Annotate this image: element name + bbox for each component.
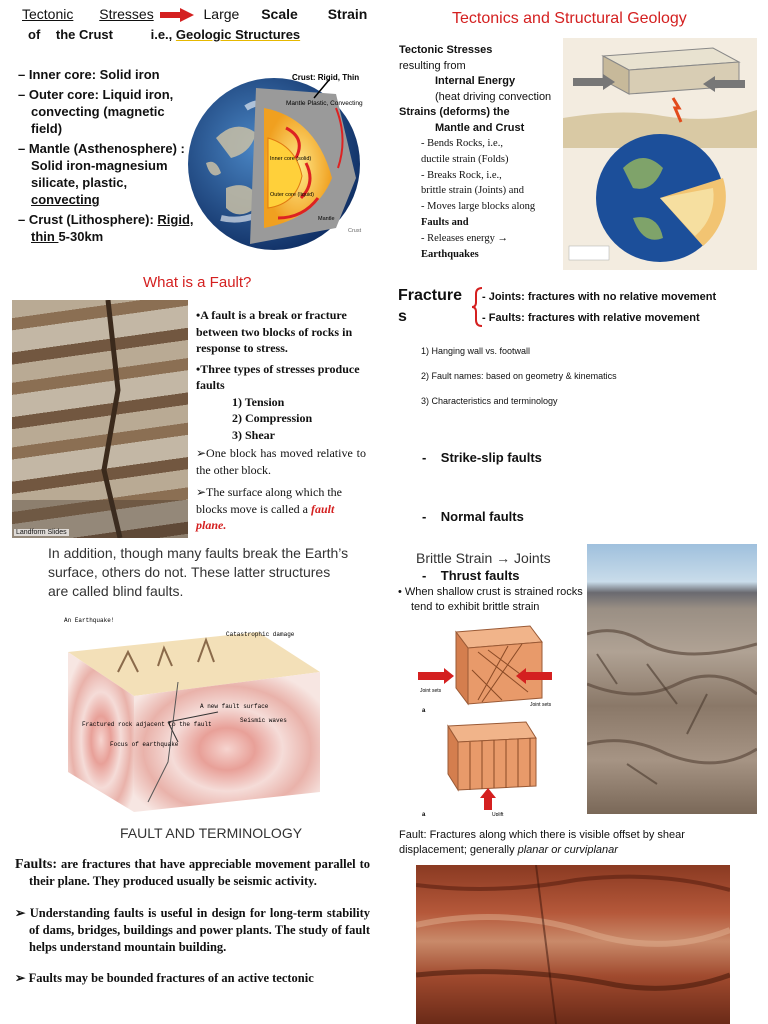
fault-type-compression: 2) Compression [232, 411, 313, 425]
numbered-item-2: 2) Fault names: based on geometry & kinematics [421, 371, 617, 381]
tectonic-bullet-8: Earthquakes [421, 248, 479, 260]
tectonic-bullet-2: ductile strain (Folds) [421, 153, 509, 165]
fault-type-thrust: - Thrust faults [422, 568, 520, 583]
crust-rigid: Rigid, thin [31, 212, 194, 244]
header-word-stresses: Stresses [99, 6, 154, 22]
fault-type-strike-slip: - Strike-slip faults [422, 450, 542, 465]
label-new-fault: A new fault surface [200, 703, 269, 710]
header-line1 [22, 6, 367, 22]
fault-p4: ➢The surface along which the blocks move is called a fault plane. [196, 485, 342, 532]
terminology-p2: ➢ Understanding faults is useful in design for long-term stability of dams, bridges, buildings and power plants. The study of fault helps understand mountain building. [15, 906, 370, 954]
label-an-earthquake: An Earthquake! [64, 617, 115, 624]
right-title: Tectonics and Structural Geology [452, 10, 687, 27]
tectonic-bullet-1: - Bends Rocks, i.e., [421, 138, 503, 149]
tectonic-bullet-7: - Releases energy → [421, 232, 508, 244]
label-fractured-rock: Fractured rock adjacent to the fault [82, 721, 212, 728]
plate-tectonics-diagram [563, 38, 757, 270]
fault-prefix: Fault: [399, 829, 430, 841]
fault-plane-term: fault plane. [196, 501, 335, 532]
fault-rock-photo [12, 300, 188, 538]
tectonic-resulting: resulting from [399, 59, 466, 72]
fault-type-tension: 1) Tension [232, 394, 285, 409]
terminology-title: FAULT AND TERMINOLOGY [120, 825, 303, 841]
fracture-faults: - Faults: fractures with relative movement [482, 312, 700, 324]
canyon-fault-texture [416, 865, 730, 1024]
terminology-faults-def: Faults: are fractures that have appreciable movement parallel to their plane. They produced usually be seismic activity. [15, 857, 370, 888]
layer-mantle: – Mantle (Asthenosphere) : Solid iron-magnesium silicate, plastic, convecting [18, 141, 185, 207]
label-mantle-plastic: Mantle Plastic, Convecting [286, 100, 363, 107]
tectonic-bullet-5: - Moves large blocks along [421, 201, 536, 213]
fault-type-shear: 3) Shear [232, 427, 275, 442]
tectonic-bullet-4: brittle strain (Joints) and [421, 185, 524, 197]
planar-term: planar or curviplanar [517, 844, 618, 856]
label-joint-sets-b: Joint sets [530, 702, 552, 708]
fault-line-icon [12, 300, 188, 538]
fault-section-title: What is a Fault? [143, 274, 252, 291]
tectonic-energy: Internal Energy [435, 75, 516, 87]
tectonic-mantle-crust: Mantle and Crust [435, 121, 525, 134]
tectonic-text-block [399, 43, 567, 136]
label-a: a [422, 708, 426, 714]
tectonic-heat: (heat driving convection [435, 90, 552, 103]
earthquake-block-diagram [58, 612, 326, 816]
label-b: a [422, 812, 426, 816]
fractures-title: Fractures [398, 287, 463, 325]
tectonic-bullet-6: Faults and [421, 216, 469, 228]
earth-cutaway-diagram [186, 68, 382, 254]
canyon-texture [587, 544, 757, 814]
brittle-title: Brittle Strain → Joints [416, 550, 551, 566]
fault-definition [196, 307, 366, 534]
header-crust: the Crust [55, 27, 113, 42]
crust-depth: 5-30km [58, 229, 104, 244]
blind-faults-text: In addition, though many faults break the Earth’s surface, others do not. These latter structures are called blind faults. [48, 545, 349, 599]
photo-caption: Landform Slides [16, 529, 67, 536]
tectonic-bullet-3: - Breaks Rock, i.e., [421, 169, 502, 181]
fractures-numbered-list [421, 346, 751, 421]
fault-p2: •Three types of stresses produce faults [196, 361, 360, 392]
faults-label: Faults: [15, 857, 57, 872]
layer-outer-core: – Outer core: Liquid iron, convecting (magnetic field) [18, 87, 174, 136]
fault-type-normal: - Normal faults [422, 509, 524, 524]
layer-inner-core: – Inner core: Solid iron [18, 67, 160, 82]
terminology-p3: ➢ Faults may be bounded fractures of an active tectonic [15, 971, 314, 985]
right-arrow-icon [160, 8, 194, 22]
label-mantle: Mantle [318, 216, 335, 222]
header-word-tectonic: Tectonic [22, 6, 74, 22]
earth-layers-list [18, 66, 196, 245]
header-word-strain: Strain [327, 6, 368, 22]
header-ie: i.e., [150, 27, 173, 42]
label-catastrophic-damage: Catastrophic damage [226, 631, 295, 638]
fault-p1: •A fault is a break or fracture between two blocks of rocks in response to stress. [196, 308, 353, 355]
header-line2 [28, 27, 300, 42]
layer-crust: – Crust (Lithosphere): Rigid, thin 5-30km [18, 212, 194, 244]
fault-p3: ➢One block has moved relative to the other block. [196, 446, 366, 477]
label-focus: Focus of earthquake [110, 741, 179, 748]
brittle-bullet: • When shallow crust is strained rocks tend to exhibit brittle strain [398, 586, 583, 613]
terminology-body [15, 856, 370, 987]
tectonic-title: Tectonic Stresses [399, 44, 493, 56]
label-inner-core: Inner core (solid) [270, 156, 312, 162]
label-joint-sets-a: Joint sets [420, 688, 442, 694]
mantle-convecting: convecting [31, 192, 100, 207]
tectonic-strains: Strains (deforms) the [399, 106, 510, 118]
header-word-large: Large [203, 6, 240, 22]
fractures-definitions [482, 287, 766, 329]
joint-blocks-diagram [418, 620, 560, 816]
fracture-joints: - Joints: fractures with no relative movement [482, 291, 717, 303]
label-crust: Crust [348, 228, 362, 234]
fault-canyon-photo [416, 865, 730, 1024]
label-uplift: Uplift [492, 812, 504, 816]
numbered-item-1: 1) Hanging wall vs. footwall [421, 346, 531, 356]
header-geologic-structures: Geologic Structures [175, 27, 301, 42]
label-seismic-waves: Seismic waves [240, 717, 287, 724]
label-outer-core: Outer core (liquid) [270, 192, 315, 198]
header-of: of [28, 27, 41, 42]
label-crust-rigid: Crust: Rigid, Thin [292, 73, 360, 82]
tectonic-bullets [421, 136, 571, 262]
header-word-scale: Scale [261, 6, 298, 22]
canyon-aerial-photo [587, 544, 757, 814]
fault-offset-definition: Fault: Fractures along which there is visible offset by shear displacement; generally planar or curviplanar [399, 829, 685, 856]
numbered-item-3: 3) Characteristics and terminology [421, 396, 558, 406]
